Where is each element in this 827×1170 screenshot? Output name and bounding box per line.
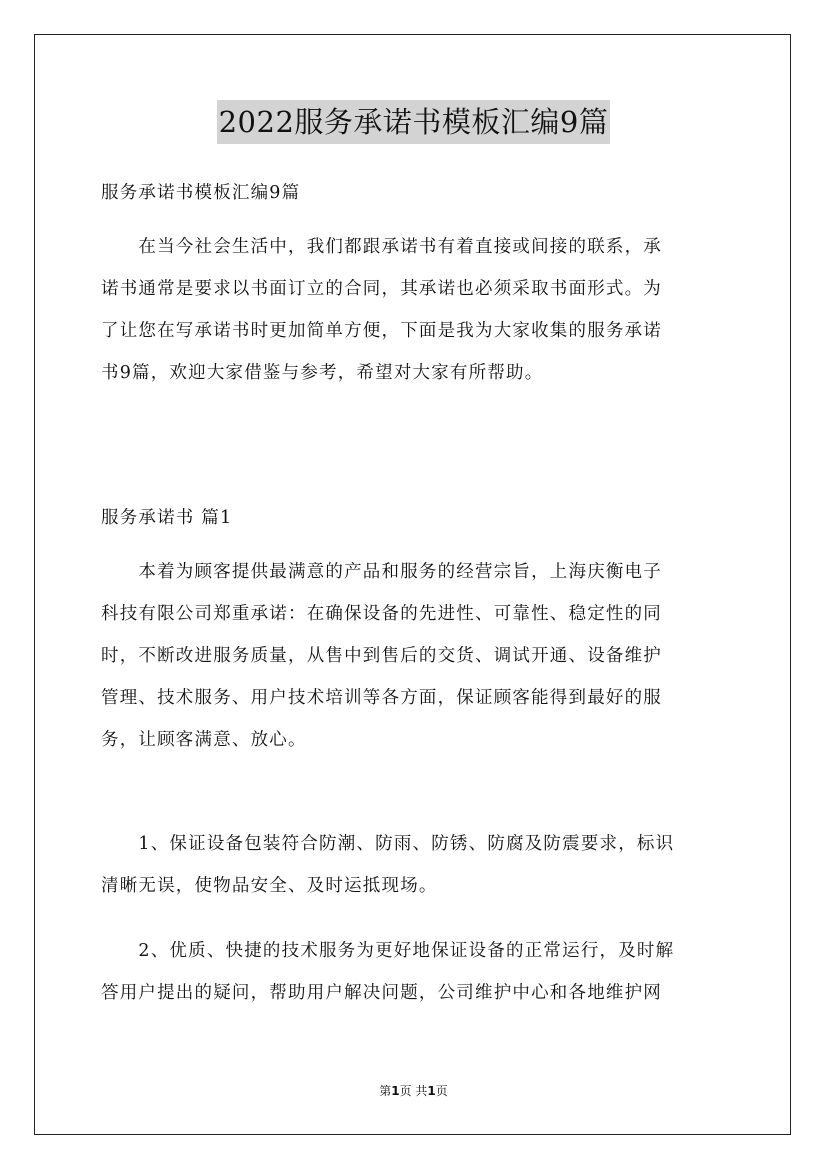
section1-line: 管理、技术服务、用户技术培训等各方面，保证顾客能得到最好的服 [101,688,662,708]
item1-line: 1、保证设备包装符合防潮、防雨、防锈、防腐及防震要求，标识 [101,834,675,854]
section1-line: 科技有限公司郑重承诺：在确保设备的先进性、可靠性、稳定性的同 [101,604,662,624]
page-mid: 页 共 [399,1084,428,1098]
section1-paragraph [101,551,727,761]
title-container [0,100,827,144]
page-suffix: 页 [435,1084,448,1098]
item2-line: 2、优质、快捷的技术服务为更好地保证设备的正常运行，及时解 [101,941,675,961]
item1-paragraph [101,823,727,907]
section1-heading [101,497,727,539]
intro-line: 在当今社会生活中，我们都跟承诺书有着直接或间接的联系，承 [101,237,662,257]
subtitle-text: 服务承诺书模板汇编9篇 [101,183,301,203]
subtitle [101,172,727,214]
item1-line: 清晰无误，使物品安全、及时运抵现场。 [101,876,438,896]
section1-line: 本着为顾客提供最满意的产品和服务的经营宗旨，上海庆衡电子 [101,562,662,582]
intro-line: 书9篇，欢迎大家借鉴与参考，希望对大家有所帮助。 [101,363,544,383]
intro-line: 了让您在写承诺书时更加简单方便，下面是我为大家收集的服务承诺 [101,321,662,341]
item2-paragraph [101,930,727,1014]
section1-line: 时，不断改进服务质量，从售中到售后的交货、调试开通、设备维护 [101,646,662,666]
page-current: 1 [391,1084,400,1098]
section1-line: 务，让顾客满意、放心。 [101,730,307,750]
intro-paragraph [101,226,727,394]
intro-line: 诺书通常是要求以书面订立的合同，其承诺也必须采取书面形式。为 [101,279,662,299]
document-title: 2022服务承诺书模板汇编9篇 [217,100,611,144]
page-prefix: 第 [379,1084,392,1098]
item2-line: 答用户提出的疑问，帮助用户解决问题，公司维护中心和各地维护网 [101,983,662,1003]
page-total: 1 [427,1084,436,1098]
page-footer [0,1082,827,1099]
section1-heading-text: 服务承诺书 篇1 [101,508,233,528]
